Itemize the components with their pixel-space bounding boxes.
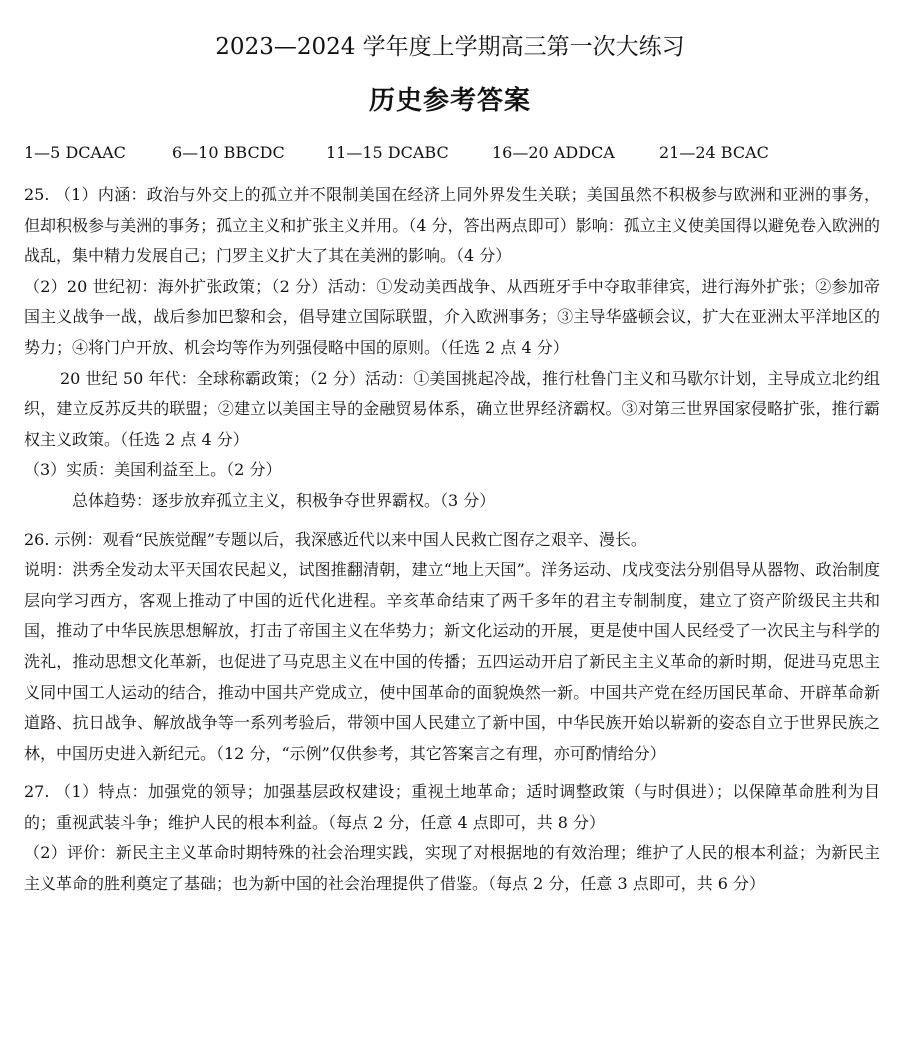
- mc-answer-group: 6—10 BBCDC: [172, 143, 285, 162]
- mc-answer-group: 21—24 BCAC: [659, 143, 769, 162]
- document-title: 2023—2024 学年度上学期高三第一次大练习: [215, 34, 685, 60]
- q26-example: 26. 示例：观看“民族觉醒”专题以后，我深感近代以来中国人民救亡图存之艰辛、漫长。: [24, 529, 647, 549]
- answer-content: [24, 180, 880, 900]
- q25-part1: 25. （1）内涵：政治与外交上的孤立并不限制美国在经济上同外界发生关联；美国虽然不积极参与欧洲和亚洲的事务，但却积极参与美洲的事务；孤立主义和扩张主义并用。（4 分，答出两点即可）影响：孤立主义使美国得以避免卷入欧洲的战乱，集中精力发展自己；门罗主义扩大了其在美洲的影响。（4 分）: [24, 185, 880, 266]
- mc-answer-group: 1—5 DCAAC: [24, 143, 126, 162]
- q25-part3b: 总体趋势：逐步放弃孤立主义，积极争夺世界霸权。（3 分）: [72, 490, 496, 510]
- q27-part1: 27. （1）特点：加强党的领导；加强基层政权建设；重视土地革命；适时调整政策（与时俱进）；以保障革命胜利为目的；重视武装斗争；维护人民的根本利益。（每点 2 分，任意 4 点即可，共 8 分）: [24, 782, 880, 832]
- document-subtitle: 历史参考答案: [368, 86, 531, 116]
- q25-part2b: 20 世纪 50 年代：全球称霸政策；（2 分）活动：①美国挑起冷战，推行杜鲁门主义和马歇尔计划，主导成立北约组织，建立反苏反共的联盟；②建立以美国主导的金融贸易体系，确立世界经济霸权。③对第三世界国家侵略扩张，推行霸权主义政策。（任选 2 点 4 分）: [24, 368, 880, 449]
- q27-part2: （2）评价：新民主主义革命时期特殊的社会治理实践，实现了对根据地的有效治理；维护了人民的根本利益；为新民主主义革命的胜利奠定了基础；也为新中国的社会治理提供了借鉴。（每点 2 分，任意 3 点即可，共 6 分）: [24, 843, 880, 894]
- q25-part2a: （2）20 世纪初：海外扩张政策；（2 分）活动：①发动美西战争、从西班牙手中夺取菲律宾，进行海外扩张；②参加帝国主义战争一战，战后参加巴黎和会，倡导建立国际联盟，介入欧洲事务；③主导华盛顿会议，扩大在亚洲太平洋地区的势力；④将门户开放、机会均等作为列强侵略中国的原则。（任选 2 点 4 分）: [24, 276, 880, 357]
- q26-explanation: 说明：洪秀全发动太平天国农民起义，试图推翻清朝，建立“地上天国”。洋务运动、戊戌变法分别倡导从器物、政治制度层向学习西方，客观上推动了中国的近代化进程。辛亥革命结束了两千多年的君主专制制度，建立了资产阶级民主共和国，推动了中华民族思想解放，打击了帝国主义在华势力；新文化运动的开展，更是使中国人民经受了一次民主与科学的洗礼，推动思想文化革新，也促进了马克思主义在中国的传播；五四运动开启了新民主主义革命的新时期，促进马克思主义同中国工人运动的结合，推动中国共产党成立，使中国革命的面貌焕然一新。中国共产党在经历国民革命、开辟革命新道路、抗日战争、解放战争等一系列考验后，带领中国人民建立了新中国，中华民族开始以崭新的姿态自立于世界民族之林，中国历史进入新纪元。（12 分，“示例”仅供参考，其它答案言之有理，亦可酌情给分）: [24, 560, 880, 763]
- mc-answer-group: 11—15 DCABC: [326, 143, 449, 162]
- q25-part3a: （3）实质：美国利益至上。（2 分）: [24, 460, 282, 480]
- mc-answer-group: 16—20 ADDCA: [492, 143, 615, 162]
